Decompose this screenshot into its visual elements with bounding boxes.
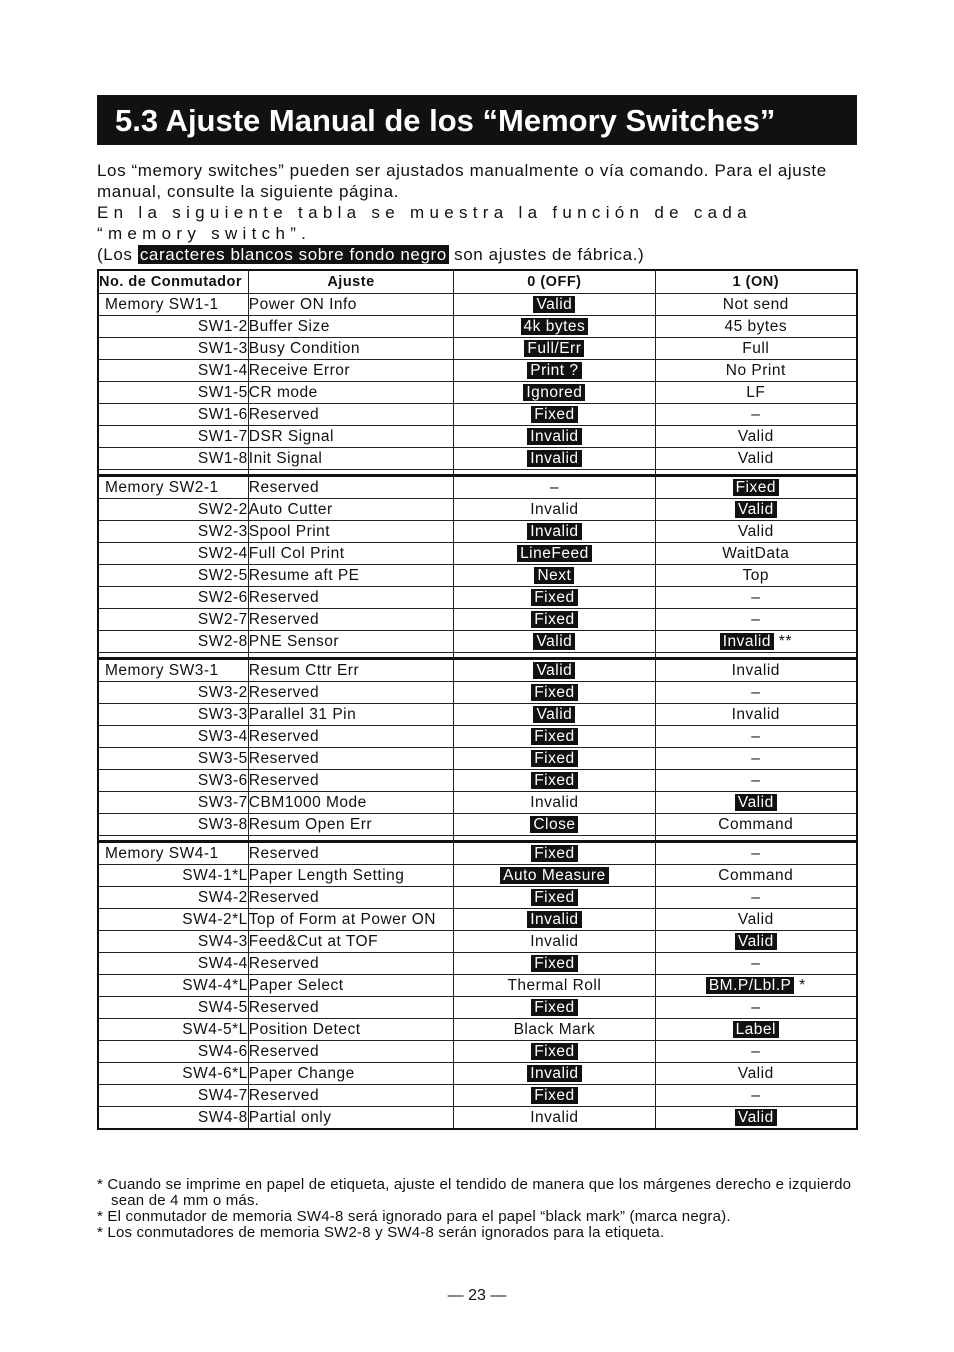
- on-value-cell: [655, 360, 857, 382]
- setting-name-cell: Reserved: [248, 953, 453, 975]
- off-value: Invalid: [527, 523, 581, 540]
- off-value-cell: [454, 609, 655, 631]
- table-row: [98, 1041, 857, 1063]
- switch-number-cell: SW4-4: [98, 953, 248, 975]
- table-row: [98, 543, 857, 565]
- footnotes: [97, 1177, 867, 1241]
- off-value-cell: [454, 587, 655, 609]
- off-value-cell: [454, 426, 655, 448]
- on-value: No Print: [725, 362, 786, 379]
- table-row: [98, 1107, 857, 1130]
- off-value: Fixed: [531, 684, 577, 701]
- off-value-cell: [454, 726, 655, 748]
- on-value: Fixed: [733, 479, 779, 496]
- switch-number-cell: SW4-6*L: [98, 1063, 248, 1085]
- setting-name-cell: Auto Cutter: [248, 499, 453, 521]
- on-value-cell: [655, 476, 857, 499]
- setting-name-cell: Resum Open Err: [248, 814, 453, 836]
- switch-number-cell: SW1-3: [98, 338, 248, 360]
- switch-number-cell: Memory SW4-1: [98, 842, 248, 865]
- off-value: Invalid: [527, 450, 581, 467]
- table-row: [98, 587, 857, 609]
- on-value: –: [751, 889, 761, 906]
- switch-number-cell: SW1-4: [98, 360, 248, 382]
- off-value-cell: [454, 316, 655, 338]
- off-value: Invalid: [527, 1065, 581, 1082]
- on-value: –: [751, 611, 761, 628]
- switch-number-cell: SW4-2*L: [98, 909, 248, 931]
- on-value-cell: [655, 842, 857, 865]
- setting-name-cell: Reserved: [248, 682, 453, 704]
- on-value: Valid: [735, 794, 777, 811]
- off-value: Fixed: [531, 750, 577, 767]
- off-value-cell: [454, 382, 655, 404]
- table-row: [98, 1019, 857, 1041]
- off-value-cell: [454, 360, 655, 382]
- off-value-cell: [454, 294, 655, 316]
- on-value: –: [751, 728, 761, 745]
- switch-number-cell: SW3-8: [98, 814, 248, 836]
- on-value: Valid: [735, 933, 777, 950]
- note-marker: **: [774, 633, 792, 650]
- setting-name-cell: Partial only: [248, 1107, 453, 1130]
- off-value: LineFeed: [517, 545, 592, 562]
- off-value: 4k bytes: [521, 318, 589, 335]
- off-value: Auto Measure: [500, 867, 609, 884]
- on-value: Valid: [737, 911, 774, 928]
- off-value: –: [549, 479, 559, 496]
- setting-name-cell: Reserved: [248, 842, 453, 865]
- on-value: –: [751, 406, 761, 423]
- table-row: [98, 609, 857, 631]
- on-value-cell: [655, 382, 857, 404]
- off-value: Fixed: [531, 589, 577, 606]
- footnote-2: * El conmutador de memoria SW4-8 será ignorado para el papel “black mark” (marca negra).: [97, 1208, 731, 1225]
- off-value-cell: [454, 814, 655, 836]
- switch-number-cell: SW4-8: [98, 1107, 248, 1130]
- switch-number-cell: SW2-7: [98, 609, 248, 631]
- on-value-cell: [655, 726, 857, 748]
- header-on: 1 (ON): [655, 270, 857, 294]
- on-value-cell: [655, 748, 857, 770]
- table-row: [98, 448, 857, 470]
- setting-name-cell: CBM1000 Mode: [248, 792, 453, 814]
- intro-paragraph-2: En la siguiente tabla se muestra la función de cada “memory switch”.: [97, 203, 752, 243]
- switch-number-cell: Memory SW1-1: [98, 294, 248, 316]
- on-value-cell: [655, 316, 857, 338]
- setting-name-cell: Parallel 31 Pin: [248, 704, 453, 726]
- switch-number-cell: SW1-7: [98, 426, 248, 448]
- switch-number-cell: SW4-4*L: [98, 975, 248, 997]
- off-value-cell: [454, 931, 655, 953]
- table-row: [98, 476, 857, 499]
- setting-name-cell: Power ON Info: [248, 294, 453, 316]
- setting-name-cell: Paper Select: [248, 975, 453, 997]
- table-row: [98, 426, 857, 448]
- on-value-cell: [655, 294, 857, 316]
- on-value-cell: [655, 682, 857, 704]
- off-value-cell: [454, 499, 655, 521]
- on-value-cell: [655, 975, 857, 997]
- off-value: Fixed: [531, 611, 577, 628]
- off-value-cell: [454, 865, 655, 887]
- on-value: –: [751, 750, 761, 767]
- memory-switch-table: [97, 269, 858, 1130]
- setting-name-cell: Paper Change: [248, 1063, 453, 1085]
- note-marker: *: [794, 977, 806, 994]
- table-row: [98, 631, 857, 653]
- on-value: –: [751, 589, 761, 606]
- on-value: Valid: [735, 1109, 777, 1126]
- table-row: [98, 521, 857, 543]
- on-value-cell: [655, 997, 857, 1019]
- off-value: Invalid: [527, 428, 581, 445]
- setting-name-cell: Buffer Size: [248, 316, 453, 338]
- table-row: [98, 316, 857, 338]
- table-row: [98, 338, 857, 360]
- on-value: Valid: [737, 1065, 774, 1082]
- off-value-cell: [454, 565, 655, 587]
- intro-p3-post: son ajustes de fábrica.): [454, 245, 645, 264]
- on-value: BM.P/Lbl.P: [706, 977, 795, 994]
- switch-number-cell: SW3-3: [98, 704, 248, 726]
- on-value: Valid: [737, 523, 774, 540]
- intro-p3-pre: (Los: [97, 245, 133, 264]
- off-value: Close: [530, 816, 578, 833]
- switch-number-cell: SW4-7: [98, 1085, 248, 1107]
- off-value: Full/Err: [524, 340, 584, 357]
- off-value: Fixed: [531, 1043, 577, 1060]
- off-value-cell: [454, 909, 655, 931]
- off-value-cell: [454, 448, 655, 470]
- table-row: [98, 565, 857, 587]
- on-value: LF: [746, 384, 766, 401]
- setting-name-cell: Busy Condition: [248, 338, 453, 360]
- on-value-cell: [655, 792, 857, 814]
- page-number: — 23 —: [447, 1287, 507, 1304]
- on-value-cell: [655, 659, 857, 682]
- on-value: Command: [718, 816, 794, 833]
- setting-name-cell: Paper Length Setting: [248, 865, 453, 887]
- table-row: [98, 499, 857, 521]
- on-value: –: [751, 772, 761, 789]
- on-value-cell: [655, 865, 857, 887]
- setting-name-cell: Reserved: [248, 748, 453, 770]
- switch-number-cell: SW4-5*L: [98, 1019, 248, 1041]
- off-value-cell: [454, 521, 655, 543]
- setting-name-cell: Full Col Print: [248, 543, 453, 565]
- off-value-cell: [454, 404, 655, 426]
- off-value-cell: [454, 543, 655, 565]
- switch-number-cell: Memory SW3-1: [98, 659, 248, 682]
- switch-number-cell: SW2-2: [98, 499, 248, 521]
- setting-name-cell: PNE Sensor: [248, 631, 453, 653]
- table-row: [98, 704, 857, 726]
- on-value: Invalid: [731, 662, 780, 679]
- table-row: [98, 748, 857, 770]
- setting-name-cell: Reserved: [248, 726, 453, 748]
- table-header-row: [98, 270, 857, 294]
- on-value-cell: [655, 521, 857, 543]
- setting-name-cell: Top of Form at Power ON: [248, 909, 453, 931]
- switch-number-cell: SW1-8: [98, 448, 248, 470]
- table-row: [98, 931, 857, 953]
- on-value-cell: [655, 426, 857, 448]
- on-value-cell: [655, 953, 857, 975]
- header-no: No. de Conmutador: [98, 270, 248, 294]
- table-row: [98, 909, 857, 931]
- table-row: [98, 1085, 857, 1107]
- switch-number-cell: SW2-6: [98, 587, 248, 609]
- off-value: Invalid: [530, 501, 579, 518]
- switch-number-cell: SW4-6: [98, 1041, 248, 1063]
- setting-name-cell: Reserved: [248, 770, 453, 792]
- switch-number-cell: SW1-5: [98, 382, 248, 404]
- intro-text: [97, 160, 857, 265]
- on-value-cell: [655, 704, 857, 726]
- off-value: Invalid: [527, 911, 581, 928]
- table-row: [98, 770, 857, 792]
- switch-number-cell: SW3-4: [98, 726, 248, 748]
- on-value-cell: [655, 338, 857, 360]
- on-value-cell: [655, 770, 857, 792]
- on-value-cell: [655, 631, 857, 653]
- off-value-cell: [454, 1063, 655, 1085]
- setting-name-cell: Reserved: [248, 997, 453, 1019]
- on-value-cell: [655, 543, 857, 565]
- off-value-cell: [454, 704, 655, 726]
- on-value: Valid: [737, 450, 774, 467]
- off-value-cell: [454, 1085, 655, 1107]
- off-value: Invalid: [530, 933, 579, 950]
- off-value-cell: [454, 770, 655, 792]
- setting-name-cell: Resum Cttr Err: [248, 659, 453, 682]
- table-row: [98, 842, 857, 865]
- setting-name-cell: Feed&Cut at TOF: [248, 931, 453, 953]
- switch-number-cell: SW3-2: [98, 682, 248, 704]
- off-value: Next: [534, 567, 574, 584]
- off-value-cell: [454, 842, 655, 865]
- switch-number-cell: SW2-3: [98, 521, 248, 543]
- table-row: [98, 953, 857, 975]
- on-value: Valid: [737, 428, 774, 445]
- table-row: [98, 865, 857, 887]
- header-ajuste: Ajuste: [248, 270, 453, 294]
- off-value: Thermal Roll: [507, 977, 602, 994]
- off-value: Fixed: [531, 1087, 577, 1104]
- switch-number-cell: SW2-8: [98, 631, 248, 653]
- off-value-cell: [454, 953, 655, 975]
- on-value: –: [751, 1087, 761, 1104]
- off-value-cell: [454, 997, 655, 1019]
- setting-name-cell: Resume aft PE: [248, 565, 453, 587]
- table-row: [98, 360, 857, 382]
- on-value-cell: [655, 909, 857, 931]
- off-value: Black Mark: [513, 1021, 596, 1038]
- header-off: 0 (OFF): [454, 270, 655, 294]
- on-value: Command: [718, 867, 794, 884]
- table-row: [98, 404, 857, 426]
- table-row: [98, 887, 857, 909]
- off-value-cell: [454, 1107, 655, 1130]
- setting-name-cell: Reserved: [248, 1041, 453, 1063]
- on-value-cell: [655, 499, 857, 521]
- footnote-1: * Cuando se imprime en papel de etiqueta, ajuste el tendido de manera que los márgenes derecho e izquierdo sean de 4 mm o más.: [97, 1176, 852, 1209]
- setting-name-cell: DSR Signal: [248, 426, 453, 448]
- off-value: Valid: [533, 633, 575, 650]
- on-value-cell: [655, 404, 857, 426]
- switch-number-cell: SW4-5: [98, 997, 248, 1019]
- on-value: Invalid: [720, 633, 774, 650]
- table-row: [98, 997, 857, 1019]
- intro-paragraph-1: Los “memory switches” pueden ser ajustados manualmente o vía comando. Para el ajuste manual, consulte la siguiente página.: [97, 161, 827, 201]
- setting-name-cell: Reserved: [248, 404, 453, 426]
- off-value: Ignored: [523, 384, 585, 401]
- on-value: Label: [733, 1021, 779, 1038]
- off-value: Fixed: [531, 955, 577, 972]
- on-value-cell: [655, 1063, 857, 1085]
- factory-setting-highlight: caracteres blancos sobre fondo negro: [139, 245, 447, 264]
- switch-number-cell: Memory SW2-1: [98, 476, 248, 499]
- on-value-cell: [655, 1041, 857, 1063]
- on-value: Full: [742, 340, 770, 357]
- on-value: –: [751, 684, 761, 701]
- table-row: [98, 682, 857, 704]
- setting-name-cell: Init Signal: [248, 448, 453, 470]
- switch-number-cell: SW1-2: [98, 316, 248, 338]
- table-row: [98, 726, 857, 748]
- switch-number-cell: SW3-6: [98, 770, 248, 792]
- table-row: [98, 975, 857, 997]
- off-value-cell: [454, 748, 655, 770]
- table-row: [98, 1063, 857, 1085]
- off-value-cell: [454, 1041, 655, 1063]
- switch-number-cell: SW4-1*L: [98, 865, 248, 887]
- table-row: [98, 294, 857, 316]
- on-value: –: [751, 955, 761, 972]
- off-value: Fixed: [531, 772, 577, 789]
- table-row: [98, 382, 857, 404]
- switch-number-cell: SW3-7: [98, 792, 248, 814]
- on-value: Valid: [735, 501, 777, 518]
- on-value: Invalid: [731, 706, 780, 723]
- on-value: WaitData: [722, 545, 790, 562]
- on-value-cell: [655, 1107, 857, 1130]
- off-value: Valid: [533, 706, 575, 723]
- off-value-cell: [454, 476, 655, 499]
- switch-number-cell: SW1-6: [98, 404, 248, 426]
- on-value: –: [751, 1043, 761, 1060]
- off-value: Print ?: [527, 362, 581, 379]
- intro-paragraph-3: [97, 244, 857, 265]
- switch-number-cell: SW4-2: [98, 887, 248, 909]
- table-row: [98, 659, 857, 682]
- on-value-cell: [655, 887, 857, 909]
- on-value: Not send: [722, 296, 789, 313]
- on-value-cell: [655, 448, 857, 470]
- off-value: Fixed: [531, 999, 577, 1016]
- on-value-cell: [655, 587, 857, 609]
- off-value: Fixed: [531, 728, 577, 745]
- on-value-cell: [655, 1019, 857, 1041]
- off-value: Fixed: [531, 406, 577, 423]
- setting-name-cell: Reserved: [248, 587, 453, 609]
- off-value: Invalid: [530, 1109, 579, 1126]
- switch-number-cell: SW2-5: [98, 565, 248, 587]
- off-value-cell: [454, 1019, 655, 1041]
- off-value-cell: [454, 631, 655, 653]
- section-title: 5.3 Ajuste Manual de los “Memory Switches”: [97, 95, 857, 145]
- on-value: –: [751, 845, 761, 862]
- table-row: [98, 792, 857, 814]
- switch-number-cell: SW4-3: [98, 931, 248, 953]
- off-value-cell: [454, 792, 655, 814]
- setting-name-cell: Reserved: [248, 476, 453, 499]
- off-value-cell: [454, 338, 655, 360]
- setting-name-cell: Reserved: [248, 1085, 453, 1107]
- footnote-3: * Los conmutadores de memoria SW2-8 y SW4-8 serán ignorados para la etiqueta.: [97, 1224, 665, 1241]
- off-value-cell: [454, 887, 655, 909]
- setting-name-cell: CR mode: [248, 382, 453, 404]
- setting-name-cell: Position Detect: [248, 1019, 453, 1041]
- table-body: [98, 294, 857, 1130]
- on-value-cell: [655, 609, 857, 631]
- switch-number-cell: SW3-5: [98, 748, 248, 770]
- off-value-cell: [454, 682, 655, 704]
- on-value: 45 bytes: [724, 318, 788, 335]
- switch-number-cell: SW2-4: [98, 543, 248, 565]
- on-value-cell: [655, 931, 857, 953]
- off-value-cell: [454, 659, 655, 682]
- off-value: Valid: [533, 296, 575, 313]
- setting-name-cell: Spool Print: [248, 521, 453, 543]
- on-value-cell: [655, 565, 857, 587]
- on-value: –: [751, 999, 761, 1016]
- on-value: Top: [742, 567, 770, 584]
- off-value-cell: [454, 975, 655, 997]
- off-value: Fixed: [531, 889, 577, 906]
- off-value: Valid: [533, 662, 575, 679]
- on-value-cell: [655, 1085, 857, 1107]
- setting-name-cell: Reserved: [248, 609, 453, 631]
- off-value: Invalid: [530, 794, 579, 811]
- off-value: Fixed: [531, 845, 577, 862]
- setting-name-cell: Receive Error: [248, 360, 453, 382]
- table-row: [98, 814, 857, 836]
- setting-name-cell: Reserved: [248, 887, 453, 909]
- on-value-cell: [655, 814, 857, 836]
